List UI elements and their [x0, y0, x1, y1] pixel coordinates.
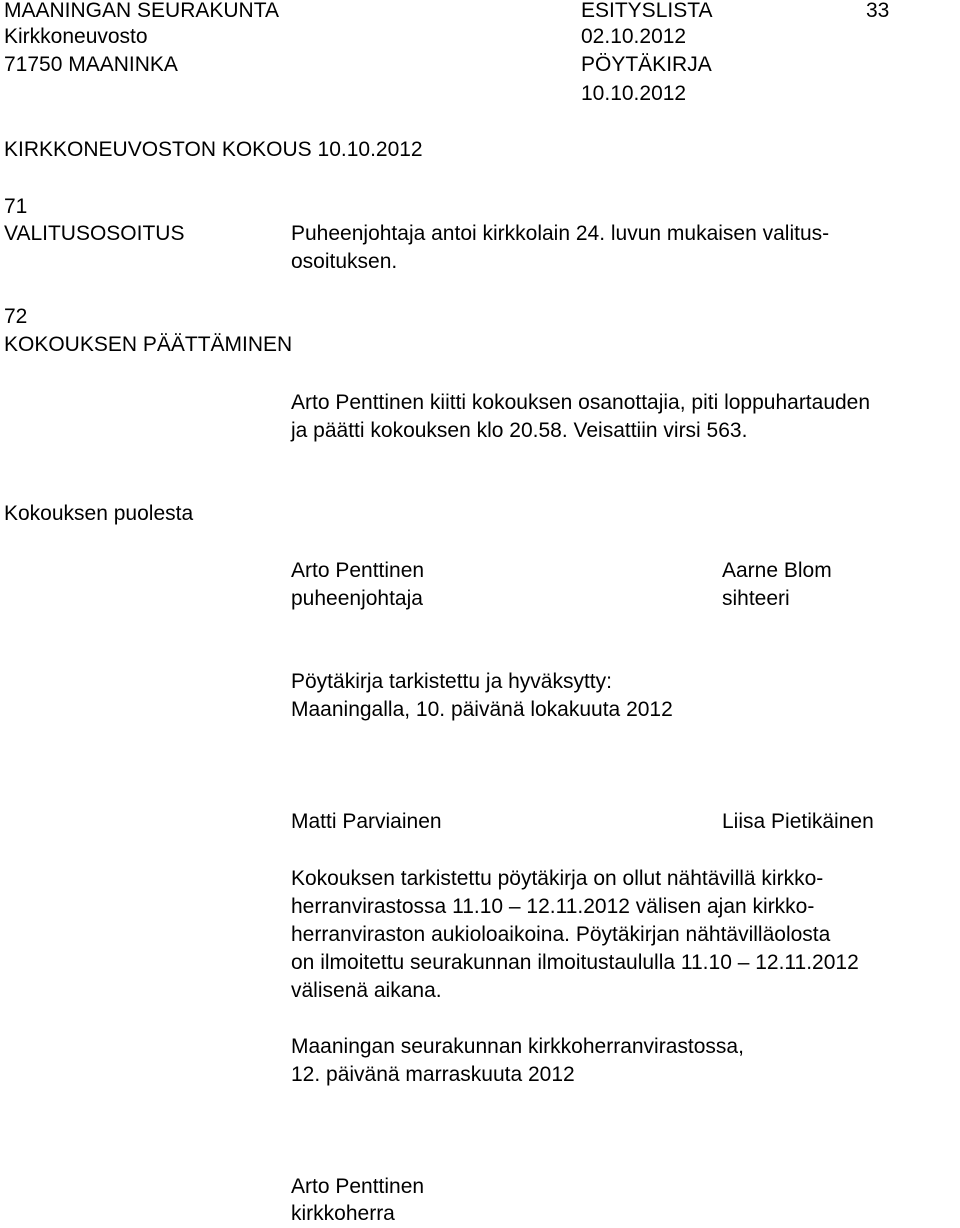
certification-place: Maaningan seurakunnan kirkkoherranvirastossa,: [291, 1035, 744, 1058]
verification-line: Maaningalla, 10. päivänä lokakuuta 2012: [291, 698, 673, 721]
chair-role: puheenjohtaja: [291, 587, 423, 610]
notice-line: herranvirastossa 11.10 – 12.11.2012 välisen ajan kirkko-: [291, 895, 815, 918]
section-body-line: osoituksen.: [291, 250, 398, 273]
meeting-title: KIRKKONEUVOSTON KOKOUS 10.10.2012: [4, 138, 423, 161]
notice-line: Kokouksen tarkistettu pöytäkirja on ollut nähtävillä kirkko-: [291, 867, 824, 890]
body-name: Kirkkoneuvosto: [4, 25, 148, 48]
doc-type-agenda: ESITYSLISTA: [581, 0, 713, 22]
doc-type-minutes: PÖYTÄKIRJA: [581, 53, 712, 76]
notice-line: välisenä aikana.: [291, 979, 442, 1002]
verification-line: Pöytäkirja tarkistettu ja hyväksytty:: [291, 670, 612, 693]
section-title: KOKOUKSEN PÄÄTTÄMINEN: [4, 333, 293, 356]
verifier-name: Liisa Pietikäinen: [722, 810, 874, 833]
chair-name: Arto Penttinen: [291, 559, 425, 582]
verifier-name: Matti Parviainen: [291, 810, 442, 833]
certification-date: 12. päivänä marraskuuta 2012: [291, 1063, 575, 1086]
address: 71750 MAANINKA: [4, 53, 178, 76]
section-body-line: Puheenjohtaja antoi kirkkolain 24. luvun mukaisen valitus-: [291, 222, 830, 245]
minutes-date: 10.10.2012: [581, 82, 687, 105]
section-number: 72: [4, 305, 28, 328]
signature-label: Kokouksen puolesta: [4, 502, 194, 525]
secretary-name: Aarne Blom: [722, 559, 832, 582]
section-body-line: ja päätti kokouksen klo 20.58. Veisattiin virsi 563.: [291, 419, 748, 442]
org-name: MAANINGAN SEURAKUNTA: [4, 0, 279, 22]
secretary-role: sihteeri: [722, 587, 790, 610]
signer-name: Arto Penttinen: [291, 1175, 425, 1198]
section-title: VALITUSOSOITUS: [4, 222, 185, 245]
agenda-date: 02.10.2012: [581, 25, 687, 48]
section-number: 71: [4, 195, 28, 218]
page-number: 33: [866, 0, 890, 22]
notice-line: on ilmoitettu seurakunnan ilmoitustaululla 11.10 – 12.11.2012: [291, 951, 859, 974]
section-body-line: Arto Penttinen kiitti kokouksen osanottajia, piti loppuhartauden: [291, 391, 871, 414]
signer-role: kirkkoherra: [291, 1202, 395, 1225]
notice-line: herranviraston aukioloaikoina. Pöytäkirjan nähtävilläolosta: [291, 923, 831, 946]
